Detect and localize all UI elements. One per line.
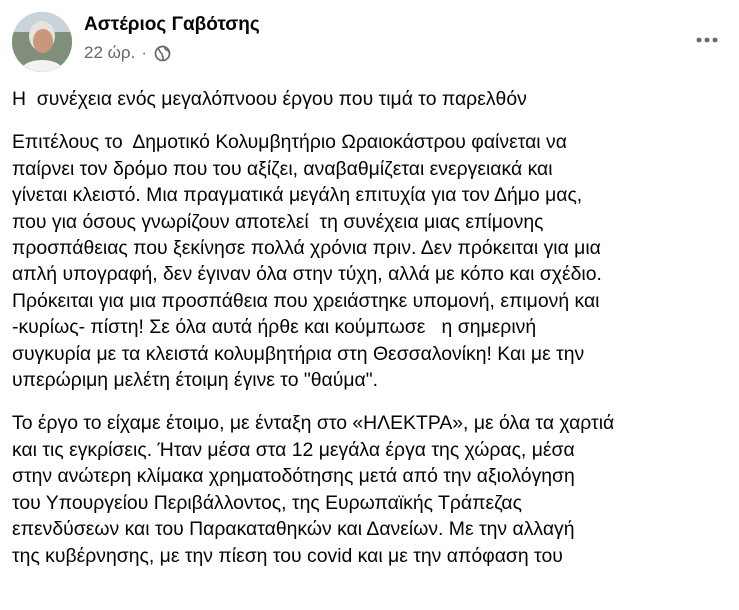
author-name[interactable]: Αστέριος Γαβότσης [84,14,260,35]
avatar[interactable] [12,12,72,72]
avatar-photo [12,12,72,72]
post-paragraph: Επιτέλους το Δημοτικό Κολυμβητήριο Ωραιοκάστρου φαίνεται να παίρνει τον δρόμο που του αξίζει, αναβαθμίζεται ενεργειακά και γίνεται κλειστό. Μια πραγματικά μεγάλη επιτυχία για τον Δήμο μας, που για όσους γνωρίζουν αποτελεί τη συνέχεια μιας επίμονης προσπάθειας που ξεκίνησε πολλά χρόνια πριν. Δεν πρόκειται για μια απλή υπογραφή, δεν έγιναν όλα στην τύχη, αλλά με κόπο και σχέδιο. Πρόκειται για μια προσπάθεια που χρειάστηκε υπομονή, επιμονή και -κυρίως- πίστη! Σε όλα αυτά ήρθε και κούμπωσε η σημερινή συγκυρία με τα κλειστά κολυμβητήρια στη Θεσσαλονίκη! Και με την υπερώριμη μελέτη έτοιμη έγινε το "θαύμα". [12,131,602,392]
globe-icon[interactable] [154,45,171,62]
more-options-button[interactable] [689,22,725,58]
post-body [12,86,732,586]
post-meta [84,43,171,63]
post-time[interactable]: 22 ώρ. [84,43,136,62]
post-paragraph: Το έργο το είχαμε έτοιμο, με ένταξη στο «ΗΛΕΚΤΡΑ», με όλα τα χαρτιά και τις εγκρίσεις. Ήταν μέσα στα 12 μεγάλα έργα της χώρας, μέσα στην ανώτερη κλίμακα χρηματοδότησης μετά από την αξιολόγηση του Υπουργείου Περιβάλλοντος, της Ευρωπαϊκής Τράπεζας επενδύσεων και του Παρακαταθηκών και Δανείων. Με την αλλαγή της κυβέρνησης, με την πίεση του covid και με την απόφαση του [12,412,615,567]
post-paragraph: Η συνέχεια ενός μεγαλόπνοου έργου που τιμά το παρελθόν [12,88,527,110]
more-horizontal-icon [695,36,719,44]
meta-separator: · [141,43,147,62]
post-header [12,12,727,72]
